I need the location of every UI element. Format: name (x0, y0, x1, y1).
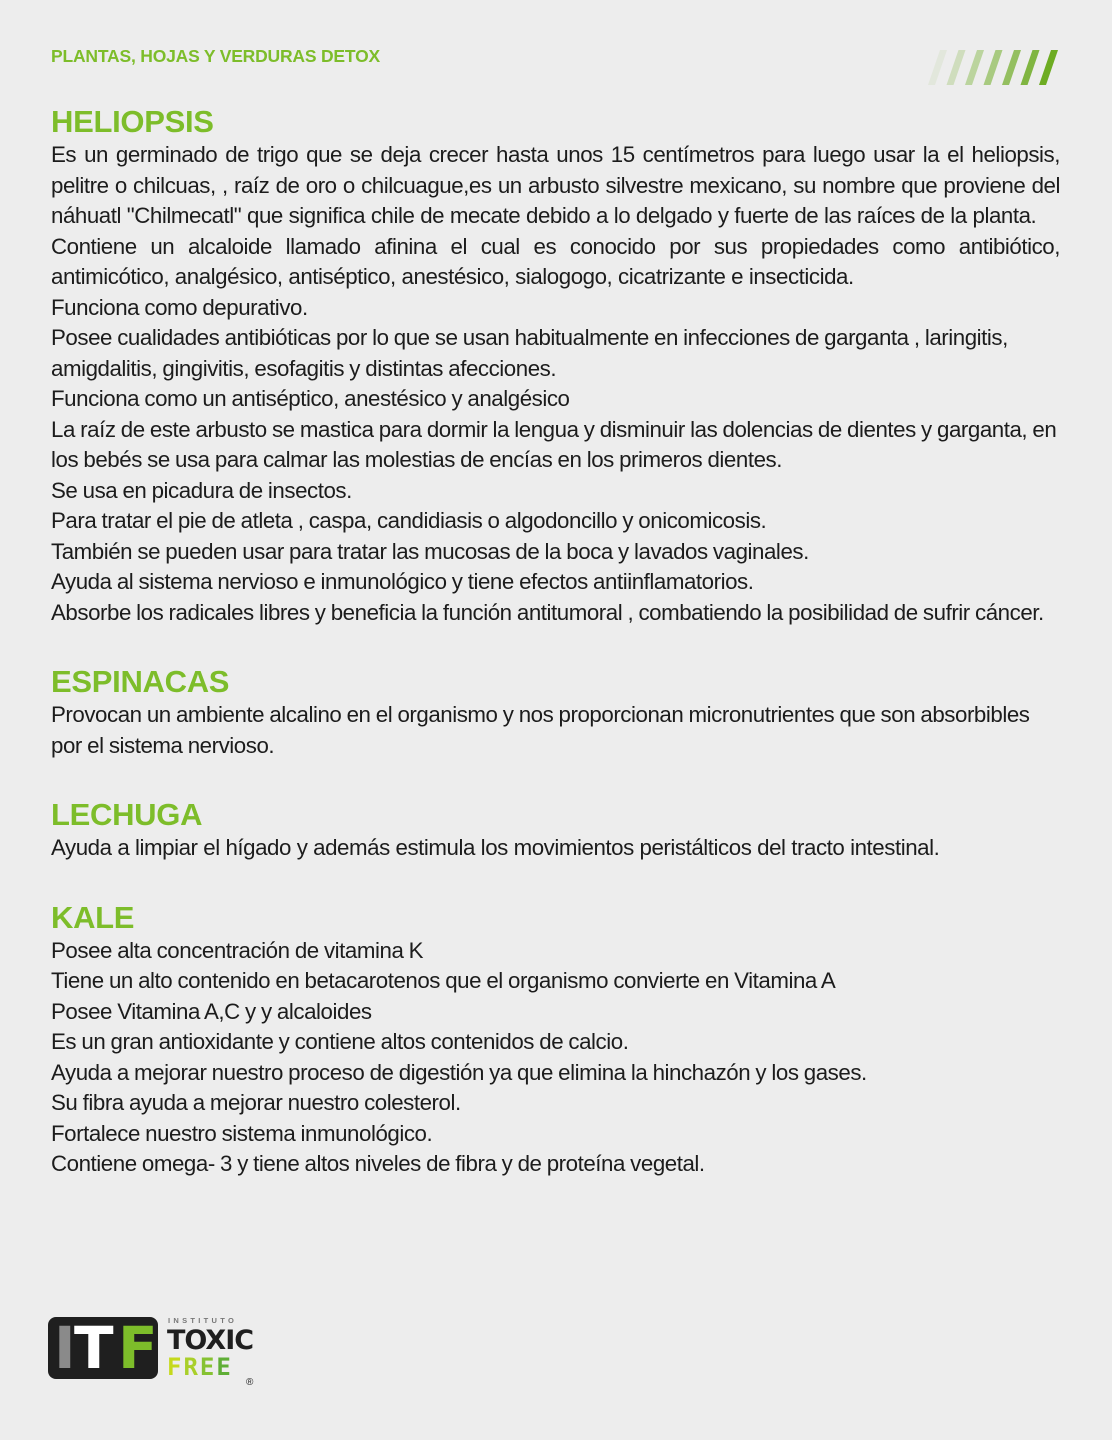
logo-free-text (167, 1354, 233, 1380)
logo-itf-box (48, 1314, 158, 1382)
paragraph: Ayuda al sistema nervioso e inmunológico y tiene efectos antiinflamatorios. (51, 569, 754, 594)
logo-free-letter: R (183, 1353, 200, 1381)
paragraph: También se pueden usar para tratar las mucosas de la boca y lavados vaginales. (51, 538, 809, 564)
paragraph: Es un gran antioxidante y contiene altos contenidos de calcio. (51, 1029, 629, 1054)
stripe (984, 50, 1003, 85)
paragraph: Absorbe los radicales libres y beneficia la función antitumoral , combatiendo la posibilidad de sufrir cáncer. (51, 599, 1044, 625)
paragraph: Para tratar el pie de atleta , caspa, candidiasis o algodoncillo y onicomicosis. (51, 508, 767, 533)
stripe (947, 50, 966, 85)
section-heliopsis (51, 104, 1060, 628)
stripe (1039, 50, 1058, 85)
itf-toxic-free-logo (48, 1315, 263, 1390)
paragraph: Contiene omega- 3 y tiene altos niveles de fibra y de proteína vegetal. (51, 1151, 705, 1176)
paragraph: Es un germinado de trigo que se deja crecer hasta unos 15 centímetros para luego usar la el heliopsis, pelitre o chilcuas, , raíz de oro o chilcuague,es un arbusto silvestre mexicano, su nombre que proviene del náhuatl "Chilmecatl" que significa chile de mecate debido a lo delgado y fuerte de las raíces de la planta. (51, 142, 1060, 228)
page-header-title: PLANTAS, HOJAS Y VERDURAS DETOX (51, 46, 380, 66)
stripe (928, 50, 947, 85)
section-title: LECHUGA (51, 797, 203, 832)
paragraph: Tiene un alto contenido en betacarotenos que el organismo convierte en Vitamina A (51, 968, 836, 993)
paragraph: Fortalece nuestro sistema inmunológico. (51, 1120, 433, 1146)
stripe (1002, 50, 1021, 85)
stripe (965, 50, 984, 85)
section-lechuga (51, 797, 1060, 864)
paragraph: Su fibra ayuda a mejorar nuestro colesterol. (51, 1090, 461, 1115)
logo-letter-t: T (74, 1314, 114, 1382)
stripe (1021, 50, 1040, 85)
paragraph: Ayuda a mejorar nuestro proceso de digestión ya que elimina la hinchazón y los gases. (51, 1059, 867, 1085)
section-kale (51, 900, 1060, 1180)
logo-toxic-text: TOXIC (167, 1325, 254, 1356)
paragraph: Funciona como depurativo. (51, 294, 308, 320)
diagonal-stripes-icon (922, 48, 1062, 88)
logo-letter-f: F (118, 1314, 158, 1382)
section-title: ESPINACAS (51, 664, 230, 699)
logo-letter-i: I (54, 1314, 76, 1382)
logo-free-letter: E (216, 1353, 233, 1381)
paragraph: Se usa en picadura de insectos. (51, 477, 352, 503)
paragraph: Posee Vitamina A,C y y alcaloides (51, 998, 372, 1024)
paragraph: Provocan un ambiente alcalino en el organismo y nos proporcionan micronutrientes que son absorbibles por el sistema nervioso. (51, 702, 1030, 758)
paragraph: Contiene un alcaloide llamado afinina el cual es conocido por sus propiedades como antibiótico, antimicótico, analgésico, antiséptico, anestésico, sialogogo, cicatrizante e insecticida. (51, 233, 1060, 289)
section-title: KALE (51, 899, 135, 935)
paragraph: La raíz de este arbusto se mastica para dormir la lengua y disminuir las dolencias de dientes y garganta, en los bebés se usa para calmar las molestias de encías en los primeros dientes. (51, 416, 1057, 472)
logo-free-letter: E (199, 1353, 217, 1381)
section-espinacas (51, 664, 1060, 761)
paragraph: Posee alta concentración de vitamina K (51, 937, 424, 963)
paragraph: Ayuda a limpiar el hígado y además estimula los movimientos peristálticos del tracto intestinal. (51, 835, 940, 860)
registered-mark: ® (246, 1377, 254, 1388)
paragraph: Funciona como un antiséptico, anestésico y analgésico (51, 386, 570, 411)
logo-instituto-text: INSTITUTO (168, 1316, 238, 1325)
paragraph: Posee cualidades antibióticas por lo que se usan habitualmente en infecciones de garganta , laringitis, amigdalitis, gingivitis, esofagitis y distintas afecciones. (51, 325, 1008, 381)
document-body (51, 104, 1060, 1216)
section-title: HELIOPSIS (51, 104, 214, 139)
logo-free-letter: F (167, 1353, 184, 1381)
